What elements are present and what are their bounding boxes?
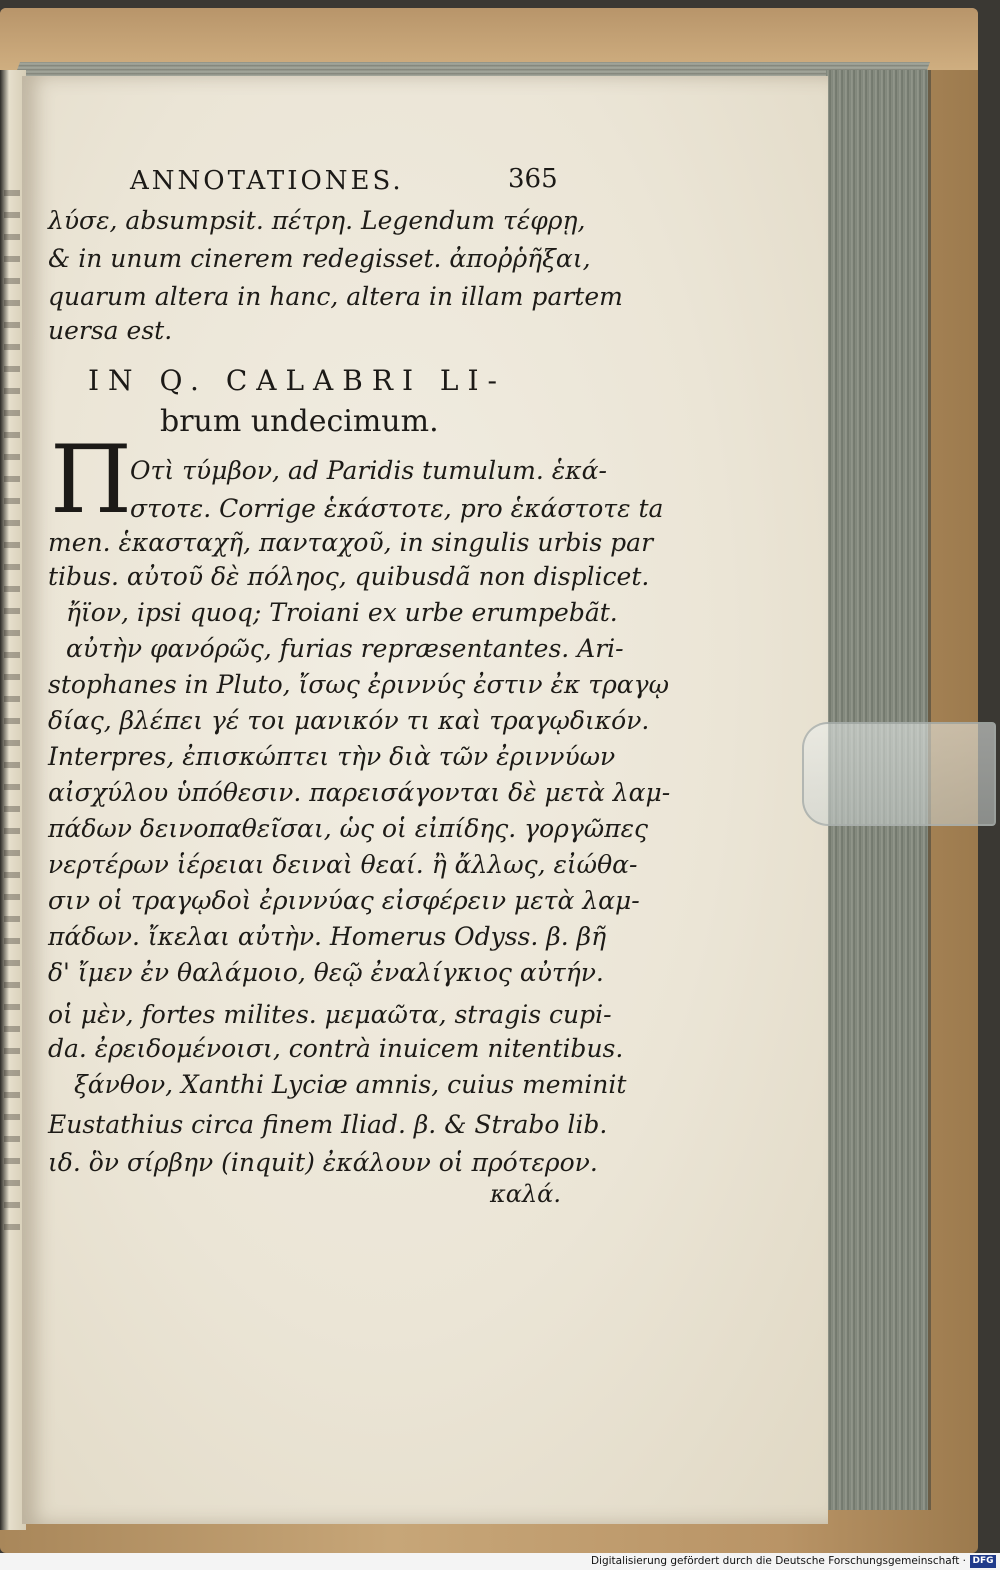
text-line: αὐτὴν φανόρῶς, furias repræsentantes. Ari- <box>66 634 624 663</box>
catchword: καλά. <box>490 1180 561 1208</box>
book-clamp <box>802 722 996 826</box>
text-line: & in unum cinerem redegisset. ἀποῤῥῆξαι, <box>48 244 591 273</box>
text-line: νερτέρων ἱέρειαι δειναὶ θεαί. ἢ ἄλλως, εἰώθα- <box>48 850 638 879</box>
text-line: πάδων. ἴκελαι αὐτὴν. Homerus Odyss. β. βῆ <box>48 922 607 951</box>
text-line: quarum altera in hanc, altera in illam partem <box>48 282 623 311</box>
text-line: λύσε, absumpsit. πέτρη. Legendum τέφρῃ, <box>48 206 586 235</box>
text-line: αἰσχύλου ὑπόθεσιν. παρεισάγονται δὲ μετὰ λαμ- <box>48 778 671 807</box>
footer-credit: Digitalisierung gefördert durch die Deutsche Forschungsgemeinschaft · <box>590 1555 966 1567</box>
footer-bar <box>0 1553 1000 1570</box>
text-line: ιδ. ὃν σίρβην (inquit) ἐκάλουν οἱ πρότερον. <box>48 1148 598 1177</box>
text-line: stophanes in Pluto, ἴσως ἐριννύς ἐστιν ἐκ τραγῳ <box>48 670 669 699</box>
text-line: οἱ μὲν, fortes milites. μεμαῶτα, stragis cupi- <box>48 1000 612 1029</box>
section-heading: IN Q. CALABRI LI- <box>88 364 507 397</box>
drop-cap-initial: Π <box>50 426 132 535</box>
text-line: δίας, βλέπει γέ τοι μανικόν τι καὶ τραγῳδικόν. <box>48 706 650 735</box>
text-line: men. ἑκασταχῆ, πανταχοῦ, in singulis urbis par <box>48 528 654 557</box>
page-number: 365 <box>508 164 558 194</box>
text-line: tibus. αὐτοῦ δὲ πόληος, quibusdã non displicet. <box>48 562 650 591</box>
left-page-text-fragments <box>4 190 20 1240</box>
text-line: ξάνθον, Xanthi Lyciæ amnis, cuius meminit <box>74 1070 627 1099</box>
text-line: uersa est. <box>48 316 173 345</box>
text-line: Eustathius circa finem Iliad. β. & Strabo lib. <box>48 1110 608 1139</box>
text-line: δ' ἴμεν ἐν θαλάμοιο, θεῷ ἐναλίγκιος αὐτήν. <box>48 958 604 987</box>
text-line: ἤϊον, ipsi quoq; Troiani ex urbe erumpebãt. <box>66 598 618 627</box>
text-line: da. ἐρειδομένοισι, contrà inuicem nitentibus. <box>48 1034 624 1063</box>
text-line: στοτε. Corrige ἑκάστοτε, pro ἑκάστοτε ta <box>130 494 664 523</box>
running-head: ANNOTATIONES. <box>130 166 404 196</box>
section-heading-continued: brum undecimum. <box>160 404 439 439</box>
text-line: Οτὶ τύμβον, ad Paridis tumulum. ἑκά- <box>130 456 607 485</box>
text-line: Interpres, ἐπισκώπτει τὴν διὰ τῶν ἐριννύων <box>48 742 616 771</box>
dfg-logo: DFG <box>970 1555 996 1568</box>
text-line: σιν οἱ τραγῳδοὶ ἐριννύας εἰσφέρειν μετὰ λαμ- <box>48 886 640 915</box>
text-line: πάδων δεινοπαθεῖσαι, ὡς οἱ εἰπίδης. γοργῶπες <box>48 814 649 843</box>
book-cover-top <box>0 8 978 70</box>
